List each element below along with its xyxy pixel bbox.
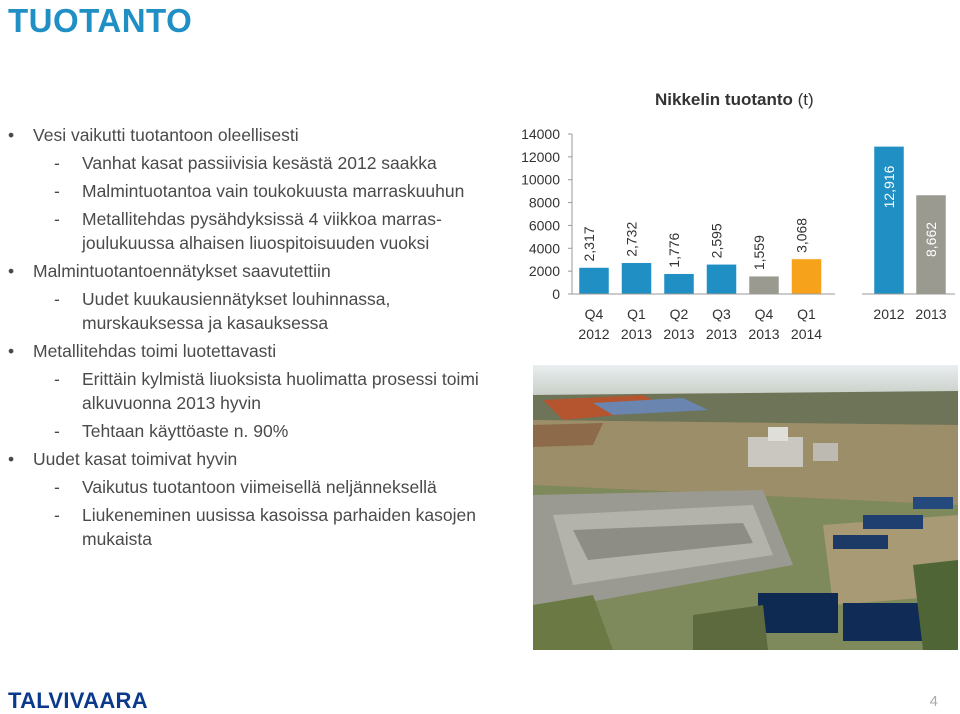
sub-bullet-item — [0, 151, 505, 175]
bar — [579, 268, 609, 294]
sub-bullet-item — [0, 367, 505, 415]
x-tick-label-year: 2012 — [578, 326, 610, 342]
sub-bullet-item — [0, 287, 505, 335]
y-tick-label: 12000 — [521, 148, 560, 165]
bullet-marker: • — [8, 449, 15, 469]
x-tick-label-year: 2013 — [620, 326, 653, 342]
bar-value-label: 2,732 — [623, 221, 640, 257]
bullet-text: Vaikutus tuotantoon viimeisellä neljänneksellä — [82, 477, 437, 497]
bar — [622, 263, 652, 294]
nickel-production-chart — [490, 120, 960, 350]
bullet-text: Metallitehdas pysähdyksissä 4 viikkoa marras-joulukuussa alhaisen liuospitoisuuden vuoksi — [82, 209, 442, 253]
bar-value-label: 1,559 — [751, 235, 767, 271]
y-tick-label: 8000 — [528, 194, 560, 211]
y-tick-label: 6000 — [528, 217, 560, 234]
x-tick-label: 2012 — [873, 306, 905, 322]
dash-marker: - — [54, 369, 60, 389]
bullet-text: Uudet kuukausiennätykset louhinnassa, murskauksessa ja kasauksessa — [82, 289, 391, 333]
bullet-item — [0, 123, 505, 147]
bullet-item — [0, 259, 505, 283]
sub-bullet-item — [0, 179, 505, 203]
slide-title: TUOTANTO — [8, 2, 193, 39]
x-tick-label: Q1 — [797, 306, 816, 322]
bar-value-label: 1,776 — [666, 232, 682, 268]
dash-marker: - — [54, 209, 60, 229]
bar-value-label: 3,068 — [793, 217, 810, 253]
bullet-text: Vanhat kasat passiivisia kesästä 2012 saakka — [82, 153, 437, 173]
talvivaara-logo: TALVIVAARA — [8, 688, 148, 713]
bar-value-label: 8,662 — [923, 221, 939, 258]
bullet-marker: • — [8, 261, 15, 281]
bar — [664, 274, 694, 294]
sub-bullet-item — [0, 419, 505, 443]
x-tick-label-year: 2013 — [705, 326, 738, 342]
dash-marker: - — [54, 477, 60, 497]
bullet-text: Uudet kasat toimivat hyvin — [33, 449, 238, 469]
bullet-text: Metallitehdas toimi luotettavasti — [33, 341, 277, 361]
page-number: 4 — [929, 693, 938, 710]
bar — [707, 264, 737, 294]
bullet-marker: • — [8, 341, 15, 361]
mine-aerial-photo — [533, 365, 958, 650]
y-tick-label: 2000 — [528, 263, 560, 280]
dash-marker: - — [54, 289, 60, 309]
bar-value-label: 2,595 — [708, 223, 725, 259]
y-tick-label: 14000 — [521, 126, 560, 142]
x-tick-label-year: 2014 — [790, 326, 823, 342]
bullet-marker: • — [8, 125, 15, 145]
x-tick-label-year: 2013 — [748, 326, 780, 342]
bar-value-label: 12,916 — [881, 165, 897, 209]
bullet-text: Tehtaan käyttöaste n. 90% — [82, 421, 289, 441]
chart-title-unit: (t) — [797, 90, 814, 109]
bar — [792, 259, 822, 294]
y-tick-label: 0 — [552, 286, 560, 302]
bullet-text: Vesi vaikutti tuotantoon oleellisesti — [33, 125, 299, 145]
dash-marker: - — [54, 181, 60, 201]
x-tick-label: Q1 — [627, 306, 646, 322]
bar-value-label: 2,317 — [581, 226, 597, 262]
bullet-text: Malmintuotantoa vain toukokuusta marraskuuhun — [82, 181, 465, 201]
bullet-text: Liukeneminen uusissa kasoissa parhaiden kasojen mukaista — [82, 505, 476, 549]
x-tick-label: Q4 — [584, 306, 604, 322]
x-tick-label: Q3 — [712, 306, 731, 322]
dash-marker: - — [54, 153, 60, 173]
x-tick-label-year: 2013 — [663, 326, 695, 342]
sub-bullet-item — [0, 475, 505, 499]
bullet-item — [0, 447, 505, 471]
chart-title-text: Nikkelin tuotanto — [655, 90, 793, 109]
bullet-item — [0, 339, 505, 363]
x-tick-label: Q2 — [669, 306, 689, 322]
dash-marker: - — [54, 421, 60, 441]
y-tick-label: 4000 — [528, 240, 560, 257]
chart-title — [655, 90, 814, 110]
sub-bullet-item — [0, 503, 505, 551]
bullet-text: Malmintuotantoennätykset saavutettiin — [33, 261, 331, 281]
dash-marker: - — [54, 505, 60, 525]
sub-bullet-item — [0, 207, 505, 255]
x-tick-label: 2013 — [915, 306, 947, 322]
bullet-list — [0, 119, 505, 551]
bar — [749, 276, 779, 294]
bullet-text: Erittäin kylmistä liuoksista huolimatta prosessi toimi alkuvuonna 2013 hyvin — [82, 369, 479, 413]
y-tick-label: 10000 — [521, 171, 560, 188]
x-tick-label: Q4 — [754, 306, 774, 322]
